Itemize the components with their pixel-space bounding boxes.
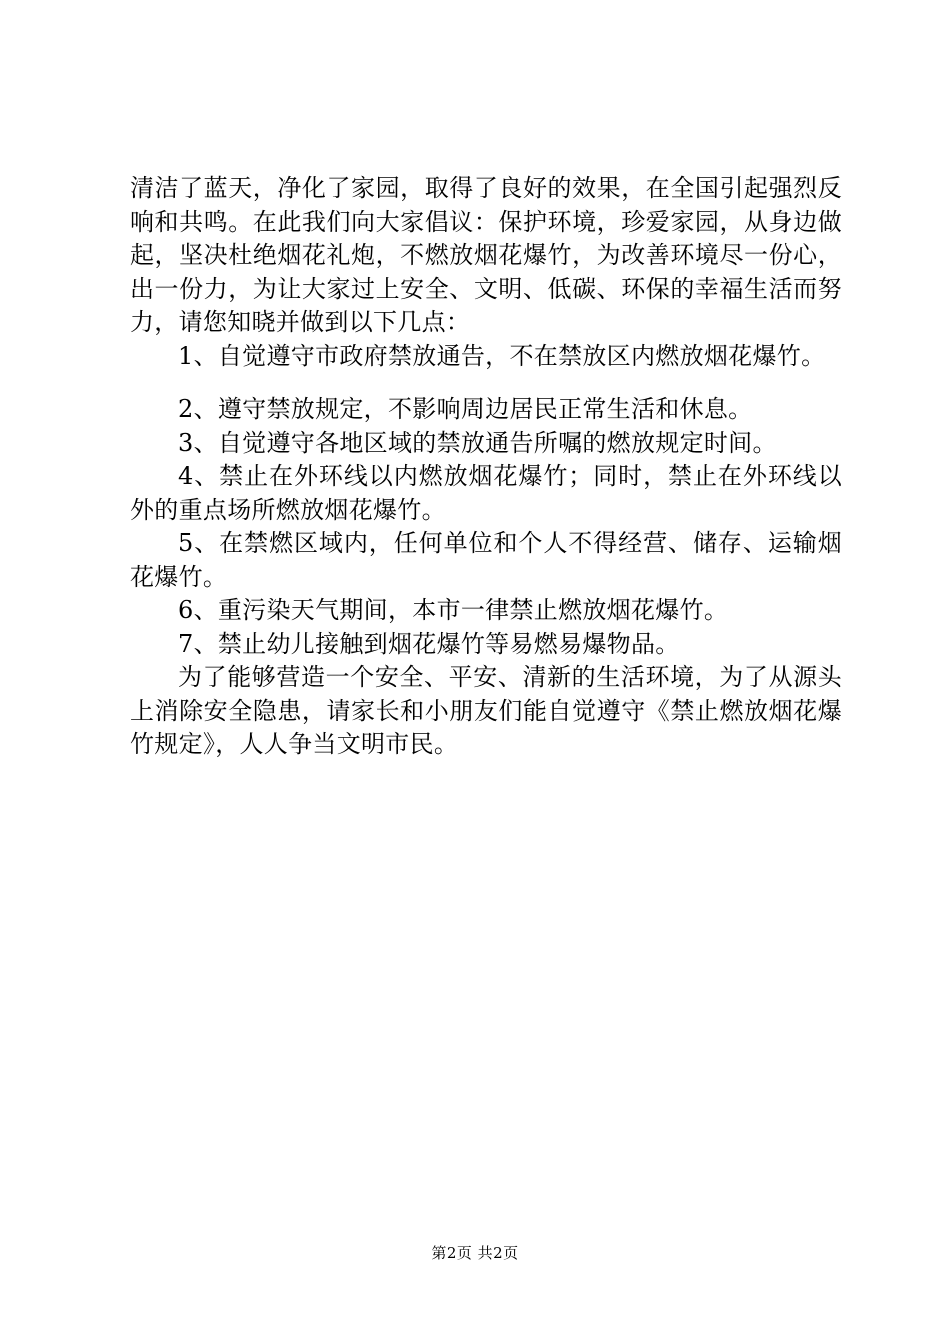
list-item-3: 3、自觉遵守各地区域的禁放通告所嘱的燃放规定时间。	[178, 428, 777, 457]
page-footer	[0, 1243, 950, 1263]
page-number: 第2页 共2页	[431, 1244, 519, 1262]
list-item-7: 7、禁止幼儿接触到烟花爆竹等易燃易爆物品。	[178, 629, 680, 658]
list-item-5: 5、在禁燃区域内，任何单位和个人不得经营、储存、运输烟花爆竹。	[130, 529, 842, 591]
list-item-1: 1、自觉遵守市政府禁放通告，不在禁放区内燃放烟花爆竹。	[178, 341, 826, 370]
list-item-2: 2、遵守禁放规定，不影响周边居民正常生活和休息。	[178, 395, 753, 423]
closing-paragraph: 为了能够营造一个安全、平安、清新的生活环境，为了从源头上消除安全隐患，请家长和小朋友们能自觉遵守《禁止燃放烟花爆竹规定》，人人争当文明市民。	[130, 663, 842, 758]
list-item-6: 6、重污染天气期间，本市一律禁止燃放烟花爆竹。	[178, 596, 729, 624]
document-body	[130, 172, 842, 762]
intro-paragraph: 清洁了蓝天，净化了家园，取得了良好的效果，在全国引起强烈反响和共鸣。在此我们向大家倡议：保护环境，珍爱家园，从身边做起，坚决杜绝烟花礼炮，不燃放烟花爆竹，为改善环境尽一份心，出一份力，为让大家过上安全、文明、低碳、环保的幸福生活而努力，请您知晓并做到以下几点：	[130, 174, 842, 336]
list-item-4: 4、禁止在外环线以内燃放烟花爆竹；同时，禁止在外环线以外的重点场所燃放烟花爆竹。	[130, 462, 842, 524]
